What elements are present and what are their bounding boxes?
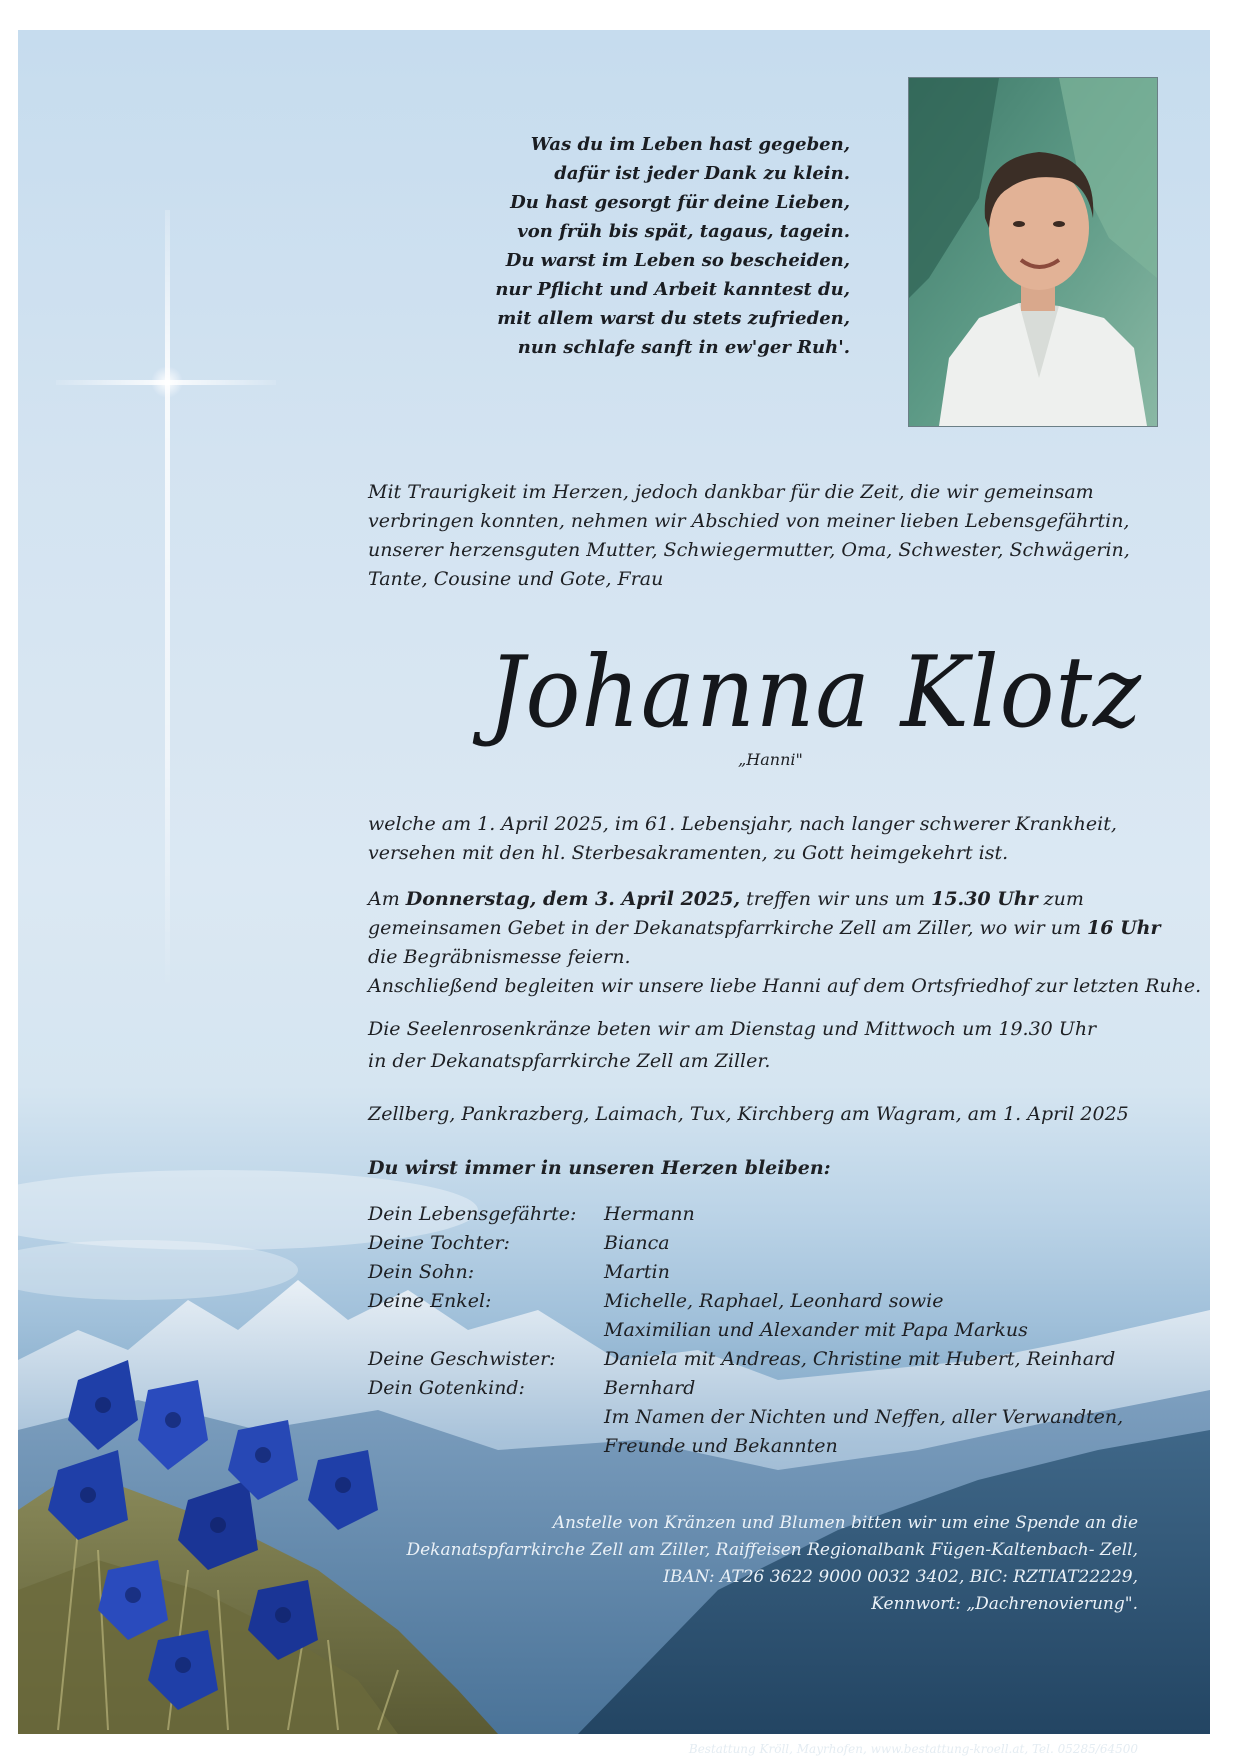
funeral-time-1: 15.30 Uhr [931,888,1038,910]
poem-line: dafür ist jeder Dank zu klein. [554,163,850,184]
poem-line: von früh bis spät, tagaus, tagein. [517,221,850,242]
family-row [368,1316,1123,1345]
family-relation: Dein Lebensgefährte: [368,1203,577,1225]
funeral-line-3: die Begräbnismesse feiern. [368,946,631,968]
donation-line: Kennwort: „Dachrenovierung". [871,1594,1138,1614]
family-names: Hermann [604,1203,695,1225]
poem-line: mit allem warst du stets zufrieden, [497,308,850,329]
funeral-time-2: 16 Uhr [1087,917,1161,939]
family-list [368,1200,1123,1461]
family-names: Maximilian und Alexander mit Papa Markus [604,1319,1028,1341]
funeral-home-footer: Bestattung Kröll, Mayrhofen, www.bestattung-kroell.at, Tel. 05285/64500 [688,1742,1138,1756]
deceased-name: Johanna Klotz [488,636,1142,750]
donation-line: Anstelle von Kränzen und Blumen bitten wir um eine Spende an die [552,1513,1138,1533]
family-row [368,1258,1123,1287]
family-relation: Deine Tochter: [368,1232,510,1254]
memorial-poem [398,130,850,362]
family-row [368,1345,1123,1374]
family-relation: Deine Geschwister: [368,1348,556,1370]
donation-line: IBAN: AT26 3622 9000 0032 3402, BIC: RZTIAT22229, [663,1567,1138,1587]
family-names: Michelle, Raphael, Leonhard sowie [604,1290,944,1312]
family-relation [368,1403,604,1432]
intro-line: unserer herzensguten Mutter, Schwiegermutter, Oma, Schwester, Schwägerin, [368,539,1130,561]
family-relation [368,1432,604,1461]
intro-text [368,478,1130,594]
family-relation: Deine Enkel: [368,1290,492,1312]
family-row [368,1403,1123,1432]
donation-notice [406,1510,1138,1618]
poem-line: nur Pflicht und Arbeit kanntest du, [495,279,850,300]
poem-line: nun schlafe sanft in ew'ger Ruh'. [517,337,850,358]
funeral-day: Donnerstag, dem 3. April 2025, [405,888,741,910]
family-row [368,1229,1123,1258]
deceased-nickname: „Hanni" [738,750,803,769]
death-line: versehen mit den hl. Sterbesakramenten, zu Gott heimgekehrt ist. [368,842,1009,864]
family-names: Im Namen der Nichten und Neffen, aller Verwandten, [604,1406,1124,1428]
heart-line: Du wirst immer in unseren Herzen bleiben: [368,1157,831,1179]
intro-line: verbringen konnten, nehmen wir Abschied von meiner lieben Lebensgefährtin, [368,510,1130,532]
family-names: Daniela mit Andreas, Christine mit Hubert, Reinhard [604,1348,1116,1370]
place-date: Zellberg, Pankrazberg, Laimach, Tux, Kirchberg am Wagram, am 1. April 2025 [368,1103,1129,1125]
family-row [368,1287,1123,1316]
funeral-line-4: Anschließend begleiten wir unsere liebe Hanni auf dem Ortsfriedhof zur letzten Ruhe. [368,975,1202,997]
family-row [368,1200,1123,1229]
rosary-line: in der Dekanatspfarrkirche Zell am Ziller. [368,1050,771,1072]
intro-line: Tante, Cousine und Gote, Frau [368,568,664,590]
portrait-photo [908,77,1158,427]
rosary-info [368,1015,1096,1076]
family-row [368,1432,1123,1461]
family-relation: Dein Sohn: [368,1261,475,1283]
poem-line: Du warst im Leben so bescheiden, [505,250,850,271]
family-relation: Dein Gotenkind: [368,1377,525,1399]
family-names: Bernhard [604,1377,696,1399]
funeral-info [368,885,1201,1001]
family-relation [368,1316,604,1345]
rosary-line: Die Seelenrosenkränze beten wir am Dienstag und Mittwoch um 19.30 Uhr [368,1018,1097,1040]
family-names: Freunde und Bekannten [604,1435,838,1457]
intro-line: Mit Traurigkeit im Herzen, jedoch dankbar für die Zeit, die wir gemeinsam [368,481,1094,503]
funeral-line-2: gemeinsamen Gebet in der Dekanatspfarrkirche Zell am Ziller, wo wir um 16 Uhr [368,917,1161,939]
donation-line: Dekanatspfarrkirche Zell am Ziller, Raiffeisen Regionalbank Fügen-Kaltenbach- Zell, [406,1540,1138,1560]
cross-icon [56,190,276,990]
family-names: Martin [604,1261,670,1283]
family-names: Bianca [604,1232,670,1254]
obituary-card [18,30,1210,1756]
poem-line: Was du im Leben hast gegeben, [530,134,850,155]
death-line: welche am 1. April 2025, im 61. Lebensjahr, nach langer schwerer Krankheit, [368,813,1117,835]
family-row [368,1374,1123,1403]
death-notice [368,810,1117,868]
poem-line: Du hast gesorgt für deine Lieben, [510,192,850,213]
funeral-line-1: Am Donnerstag, dem 3. April 2025, treffen wir uns um 15.30 Uhr zum [368,888,1084,910]
